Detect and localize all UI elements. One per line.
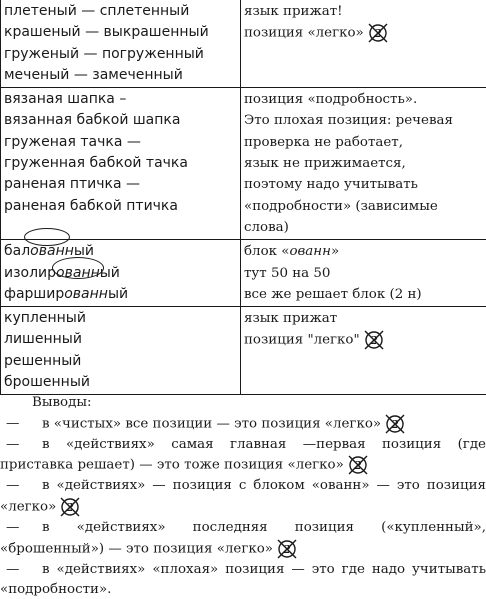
example-line: груженая тачка —	[4, 132, 237, 153]
rule-line: все же решает блок (2 н)	[244, 284, 485, 305]
svg-text:2: 2	[390, 418, 399, 431]
conclusion-text: в «чистых» все позиции — это позиция «легко»	[42, 416, 381, 431]
example-line: груженый — погруженный	[4, 44, 237, 65]
rule-text: блок «	[244, 244, 289, 259]
rule-text: »	[331, 244, 339, 259]
rule-line: «подробности» (зависимые	[244, 196, 485, 217]
rule-line	[244, 241, 485, 262]
crossed-out-2-icon	[58, 496, 82, 518]
word-part: ый	[74, 243, 94, 259]
table-cell-examples	[1, 307, 241, 395]
dash: —	[6, 414, 30, 434]
word-part: изолир	[4, 265, 56, 281]
example-line: брошенный	[4, 372, 237, 393]
example-line: решенный	[4, 351, 237, 372]
example-line: раненая птичка —	[4, 174, 237, 195]
conclusions	[0, 393, 486, 599]
crossed-out-2-icon	[383, 413, 407, 435]
dash: —	[6, 518, 30, 538]
table-cell-examples	[1, 240, 241, 307]
rule-line: проверка не работает,	[244, 132, 485, 153]
rule-line: тут 50 на 50	[244, 263, 485, 284]
svg-text:2: 2	[282, 543, 291, 556]
example-line: раненая бабкой птичка	[4, 196, 237, 217]
conclusion-item	[0, 413, 486, 435]
word-part: ый	[100, 265, 120, 281]
crossed-out-2-icon	[362, 329, 386, 351]
table-cell-rule	[241, 88, 486, 240]
example-line: вязанная бабкой шапка	[4, 110, 237, 131]
table-cell-rule	[241, 307, 486, 395]
suffix-ovann-circled	[56, 263, 100, 284]
example-line: вязаная шапка –	[4, 89, 237, 110]
conclusion-item	[0, 435, 486, 477]
table-cell-rule	[241, 240, 486, 307]
rule-text: ованн	[289, 244, 330, 259]
rule-line	[244, 329, 485, 351]
table-row	[1, 88, 486, 240]
crossed-out-2-icon	[346, 454, 370, 476]
svg-text:2: 2	[65, 501, 74, 514]
word-part: ый	[108, 286, 128, 302]
example-line: лишенный	[4, 329, 237, 350]
suffix-text: ованн	[30, 243, 74, 259]
dash: —	[6, 435, 30, 455]
example-line: груженная бабкой тачка	[4, 153, 237, 174]
table-cell-examples	[1, 0, 241, 88]
example-line: плетеный — сплетенный	[4, 1, 237, 22]
rule-line: язык не прижимается,	[244, 153, 485, 174]
svg-text:2: 2	[373, 27, 382, 40]
rule-line: позиция «подробность».	[244, 89, 485, 110]
svg-text:2: 2	[353, 459, 362, 472]
table-row	[1, 240, 486, 307]
word-part: фаршир	[4, 286, 64, 302]
rule-text: позиция "легко"	[244, 333, 360, 348]
word-part: бал	[4, 243, 30, 259]
conclusion-item	[0, 560, 486, 599]
conclusion-item	[0, 476, 486, 518]
table-row	[1, 307, 486, 395]
crossed-out-2-icon	[275, 538, 299, 560]
rule-line	[244, 22, 485, 44]
dash: —	[6, 476, 30, 496]
table-row	[1, 0, 486, 88]
rule-line: язык прижат!	[244, 1, 485, 22]
crossed-out-2-icon	[366, 22, 390, 44]
rule-text: позиция «легко»	[244, 26, 364, 41]
conclusions-heading: Выводы:	[0, 393, 486, 413]
example-line: купленный	[4, 308, 237, 329]
example-line: крашеный — выкрашенный	[4, 22, 237, 43]
suffix-ovann-circled	[30, 241, 74, 262]
suffix-text: ованн	[56, 265, 100, 281]
conclusion-text: в «действиях» самая главная —первая позиция (где приставка решает) — это тоже позиция «легко»	[0, 437, 486, 473]
table-cell-examples	[1, 88, 241, 240]
example-line	[4, 263, 237, 284]
example-line	[4, 284, 237, 305]
conclusion-text: в «действиях» последняя позиция («купленный», «брошенный») — это позиция «легко»	[0, 520, 486, 556]
rule-line: язык прижат	[244, 308, 485, 329]
rule-line: Это плохая позиция: речевая	[244, 110, 485, 131]
suffix-text: ованн	[64, 286, 108, 302]
conclusion-text: в «действиях» — позиция с блоком «ованн» — это позиция «легко»	[0, 478, 486, 514]
rule-line: поэтому надо учитывать	[244, 174, 485, 195]
example-line	[4, 241, 237, 262]
svg-text:2: 2	[369, 334, 378, 347]
example-line: меченый — замеченный	[4, 65, 237, 86]
conclusion-text: в «действиях» «плохая» позиция — это где надо учитывать «подробности».	[0, 562, 486, 597]
rule-line: слова)	[244, 217, 485, 238]
dash: —	[6, 560, 30, 580]
conclusion-item	[0, 518, 486, 560]
table-cell-rule	[241, 0, 486, 88]
